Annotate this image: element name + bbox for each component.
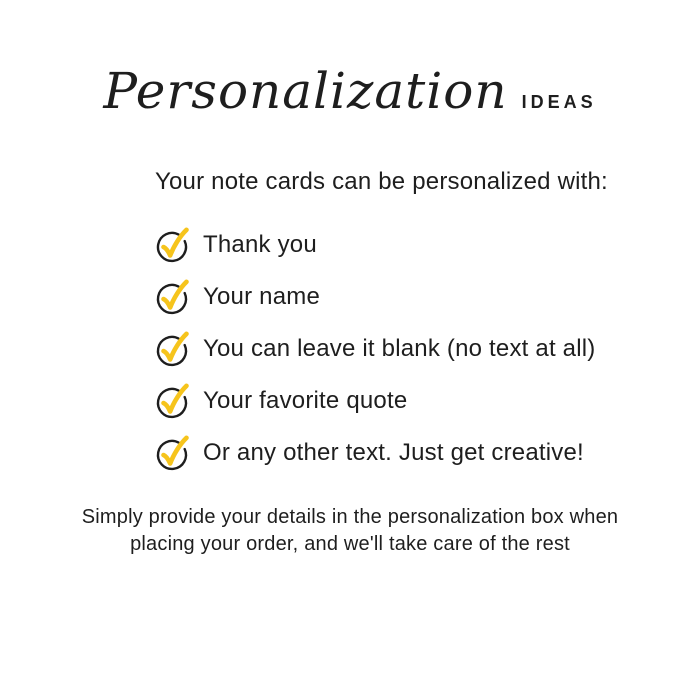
checklist-item-label: You can leave it blank (no text at all) <box>203 335 596 362</box>
footer-line-1: Simply provide your details in the personalization box when <box>81 506 619 528</box>
check-circle-icon <box>155 382 193 420</box>
checklist-item <box>155 219 595 271</box>
personalization-checklist <box>155 219 595 479</box>
checklist-item <box>155 375 595 427</box>
intro-text: Your note cards can be personalized with: <box>155 168 608 195</box>
footer-note <box>0 504 700 558</box>
checklist-item-label: Or any other text. Just get creative! <box>203 439 584 466</box>
title-suffix-text: IDEAS <box>521 92 597 112</box>
checklist-item <box>155 323 595 375</box>
title-script-text: Personalization <box>103 62 508 120</box>
checklist-item-label: Your name <box>203 283 320 310</box>
checklist-item-label: Your favorite quote <box>203 387 408 414</box>
check-circle-icon <box>155 434 193 472</box>
check-circle-icon <box>155 226 193 264</box>
page-title <box>0 62 700 120</box>
checklist-item <box>155 271 595 323</box>
checklist-item <box>155 427 595 479</box>
footer-line-2: placing your order, and we'll take care of the rest <box>130 533 570 555</box>
check-circle-icon <box>155 278 193 316</box>
check-circle-icon <box>155 330 193 368</box>
checklist-item-label: Thank you <box>203 231 317 258</box>
